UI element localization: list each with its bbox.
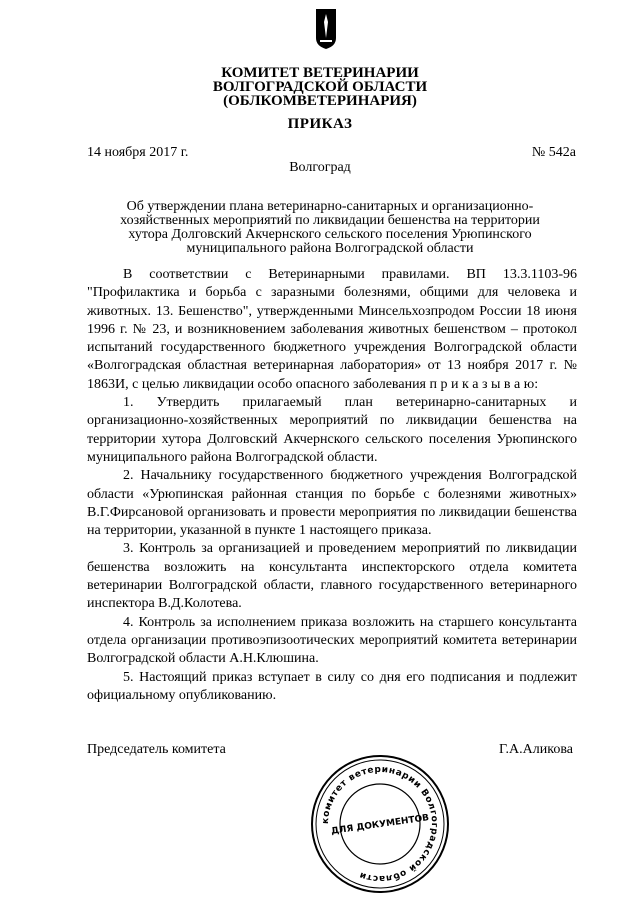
subject-line-4: муниципального района Волгоградской области (186, 241, 474, 256)
subject-line-2: хозяйственных мероприятий по ликвидации бешенства на территории (120, 213, 540, 228)
order-item-3: 3. Контроль за организацией и проведением мероприятий по ликвидации бешенства возложить на консультанта инспекторского отдела комитета ветеринарии Волгоградской области, главного государственного ветеринарного инспектора В.Д.Колотева. (87, 541, 577, 612)
order-subject (100, 200, 560, 256)
order-number: № 542а (531, 145, 576, 160)
order-city: Волгоград (289, 160, 351, 175)
org-line-1: КОМИТЕТ ВЕТЕРИНАРИИ (221, 65, 419, 81)
order-item-2: 2. Начальнику государственного бюджетного учреждения Волгоградской области «Урюпинская районная станция по борьбе с болезнями животных» В.Г.Фирсановой организовать и провести мероприятия по ликвидации бешенства на территории, указанной в пункте 1 настоящего приказа. (87, 468, 577, 539)
order-date: 14 ноября 2017 г. (87, 145, 189, 160)
org-line-2: ВОЛГОГРАДСКОЙ ОБЛАСТИ (212, 79, 428, 95)
subject-line-1: Об утверждении плана ветеринарно-санитарных и организационно- (126, 199, 534, 214)
signatory-name: Г.А.Аликова (499, 742, 573, 757)
order-item-5: 5. Настоящий приказ вступает в силу со дня его подписания и подлежит официальному опубликованию. (87, 669, 577, 703)
official-stamp-icon (308, 752, 452, 896)
order-body (87, 266, 577, 705)
order-item-1: 1. Утвердить прилагаемый план ветеринарно-санитарных и организационно-хозяйственных мероприятий по ликвидации бешенства на территории хутора Долговский Акчернского сельского поселения Урюпинского муниципального района Волгоградской области. (87, 395, 577, 465)
region-emblem-icon (315, 8, 337, 50)
subject-line-3: хутора Долговский Акчернского сельского поселения Урюпинского (128, 227, 532, 242)
stamp-ring-text: комитет ветеринарии Волгоградской области (320, 764, 440, 884)
stamp-center-text: ДЛЯ ДОКУМЕНТОВ (330, 813, 430, 837)
signatory-position: Председатель комитета (87, 742, 226, 757)
org-line-3: (ОБЛКОМВЕТЕРИНАРИЯ) (223, 93, 417, 109)
preamble-paragraph: В соответствии с Ветеринарными правилами. ВП 13.3.1103-96 "Профилактика и борьба с заразными болезнями, общими для человека и животных. 13. Бешенство", утвержденными Минсельхозпродом России 18 июня 1996 г. № 23, и возникновением заболевания животных бешенством – протокол испытаний государственного бюджетного учреждения Волгоградской области «Волгоградская областная ветеринарная лаборатория» от 13 ноября 2017 г. № 1863И, с целью ликвидации особо опасного заболевания п р и к а з ы в а ю: (87, 267, 577, 392)
document-type: ПРИКАЗ (287, 116, 353, 132)
organization-name (0, 66, 640, 108)
order-item-4: 4. Контроль за исполнением приказа возложить на старшего консультанта отдела организации противоэпизоотических мероприятий комитета ветеринарии Волгоградской области А.Н.Клюшина. (87, 614, 577, 667)
